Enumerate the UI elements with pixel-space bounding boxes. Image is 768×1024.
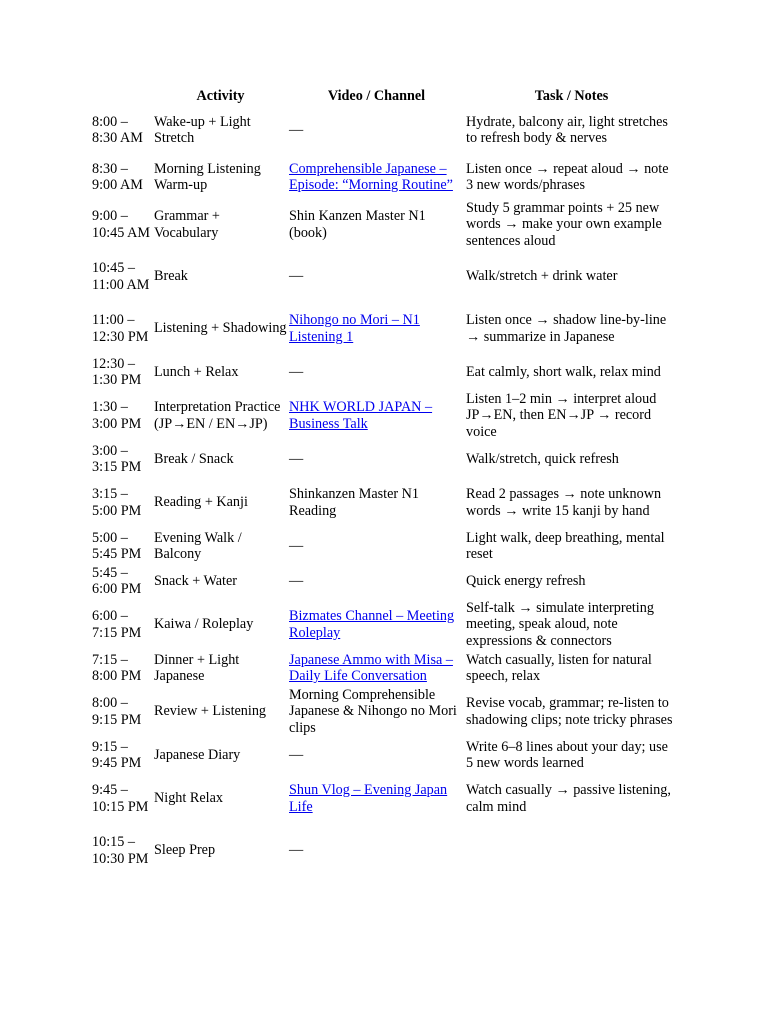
video-cell: — <box>289 572 304 589</box>
task-cell: Listen 1–2 min → interpret aloud JP→EN, then EN→JP → record voice <box>466 390 657 441</box>
video-cell <box>288 651 465 686</box>
activity-cell: Sleep Prep <box>154 842 216 859</box>
video-cell <box>288 156 465 199</box>
task-cell: Eat calmly, short walk, relax mind <box>466 363 661 380</box>
task-cell: Read 2 passages → note unknown words → write 15 kanji by hand <box>466 486 662 519</box>
header-activity: Activity <box>196 88 245 104</box>
task-cell: Walk/stretch, quick refresh <box>466 450 619 467</box>
schedule-rows <box>91 105 678 877</box>
video-cell: — <box>289 842 304 859</box>
time-cell: 9:15 – 9:45 PM <box>92 738 142 772</box>
time-cell: 1:30 – 3:00 PM <box>92 399 142 432</box>
task-cell: Self-talk → simulate interpreting meeting, speak aloud, note expressions & connectors <box>466 599 654 650</box>
time-cell: 8:00 – 9:15 PM <box>92 695 142 728</box>
video-link[interactable]: Japanese Ammo with Misa – Daily Life Conversation <box>289 651 453 685</box>
table-row <box>91 303 678 355</box>
video-cell: — <box>289 537 304 554</box>
video-cell <box>288 390 465 442</box>
task-cell: Light walk, deep breathing, mental reset <box>466 529 665 563</box>
activity-cell: Break / Snack <box>154 450 234 467</box>
task-cell: Write 6–8 lines about your day; use 5 new words learned <box>466 738 668 772</box>
activity-cell: Dinner + Light Japanese <box>154 651 240 685</box>
video-cell: — <box>289 746 304 763</box>
time-cell: 9:45 – 10:15 PM <box>92 782 149 815</box>
activity-cell: Japanese Diary <box>154 746 241 763</box>
time-cell: 11:00 – 12:30 PM <box>92 312 149 345</box>
video-link[interactable]: Nihongo no Mori – N1 Listening 1 <box>289 312 420 345</box>
table-row <box>91 442 678 477</box>
activity-cell: Evening Walk / Balcony <box>154 529 242 563</box>
task-cell: Revise vocab, grammar; re-listen to shadowing clips; note tricky phrases <box>466 695 673 728</box>
video-cell: — <box>289 363 304 380</box>
task-cell: Study 5 grammar points + 25 new words → make your own example sentences aloud <box>466 199 662 250</box>
table-row <box>91 686 678 738</box>
activity-cell: Snack + Water <box>154 572 238 589</box>
table-row <box>91 199 678 251</box>
video-cell: Shinkanzen Master N1 Reading <box>289 486 420 519</box>
video-link[interactable]: Shun Vlog – Evening Japan Life <box>289 782 448 815</box>
activity-cell: Lunch + Relax <box>154 363 239 380</box>
time-cell: 5:00 – 5:45 PM <box>92 529 142 563</box>
video-cell: Shin Kanzen Master N1 (book) <box>289 208 426 241</box>
video-cell: — <box>289 121 304 138</box>
video-cell: — <box>289 268 304 285</box>
task-cell: Hydrate, balcony air, light stretches to refresh body & nerves <box>466 113 668 147</box>
time-cell: 10:45 – 11:00 AM <box>92 260 150 293</box>
task-cell: Watch casually → passive listening, calm mind <box>466 782 671 815</box>
time-cell: 7:15 – 8:00 PM <box>92 651 142 685</box>
time-cell: 9:00 – 10:45 AM <box>92 208 150 241</box>
table-row <box>91 599 678 651</box>
activity-cell: Break <box>154 268 188 285</box>
table-row <box>91 105 678 156</box>
schedule-table <box>91 86 678 877</box>
time-cell: 6:00 – 7:15 PM <box>92 608 142 641</box>
activity-cell: Morning Listening Warm-up <box>154 160 261 194</box>
time-cell: 3:15 – 5:00 PM <box>92 486 142 519</box>
activity-cell: Night Relax <box>154 790 223 807</box>
header-row <box>91 86 678 105</box>
video-cell <box>288 303 465 355</box>
table-row <box>91 529 678 564</box>
activity-cell: Reading + Kanji <box>154 494 248 511</box>
table-row <box>91 251 678 303</box>
table-row <box>91 773 678 825</box>
activity-cell: Kaiwa / Roleplay <box>154 616 254 633</box>
header-video: Video / Channel <box>327 88 426 104</box>
table-row <box>91 156 678 199</box>
activity-cell: Grammar + Vocabulary <box>154 208 220 241</box>
task-cell: Walk/stretch + drink water <box>466 268 618 285</box>
video-cell <box>288 773 465 825</box>
video-link[interactable]: NHK WORLD JAPAN – Business Talk <box>289 399 433 432</box>
table-row <box>91 390 678 442</box>
table-row <box>91 355 678 390</box>
video-cell <box>288 599 465 651</box>
activity-cell: Interpretation Practice (JP→EN / EN→JP) <box>154 399 281 432</box>
task-cell: Quick energy refresh <box>466 572 586 589</box>
time-cell: 12:30 – 1:30 PM <box>92 355 142 389</box>
video-cell: Morning Comprehensible Japanese & Nihongo no Mori clips <box>289 686 457 737</box>
activity-cell: Wake-up + Light Stretch <box>154 113 251 147</box>
task-cell: Listen once → repeat aloud → note 3 new words/phrases <box>466 160 669 194</box>
header-task: Task / Notes <box>534 88 609 104</box>
activity-cell: Review + Listening <box>154 703 267 720</box>
video-link[interactable]: Bizmates Channel – Meeting Roleplay <box>289 608 455 641</box>
video-link[interactable]: Comprehensible Japanese – Episode: “Morning Routine” <box>289 160 453 194</box>
time-cell: 8:00 – 8:30 AM <box>92 113 143 147</box>
time-cell: 8:30 – 9:00 AM <box>92 160 143 194</box>
time-cell: 3:00 – 3:15 PM <box>92 442 142 476</box>
table-row <box>91 651 678 686</box>
video-cell: — <box>289 450 304 467</box>
time-cell: 5:45 – 6:00 PM <box>92 564 142 598</box>
task-cell <box>465 825 678 877</box>
table-row <box>91 738 678 773</box>
table-row <box>91 564 678 599</box>
table-row <box>91 477 678 529</box>
time-cell: 10:15 – 10:30 PM <box>92 834 149 867</box>
task-cell: Listen once → shadow line-by-line → summarize in Japanese <box>466 312 667 345</box>
task-cell: Watch casually, listen for natural speech, relax <box>466 651 652 685</box>
activity-cell: Listening + Shadowing <box>154 320 287 337</box>
table-row <box>91 825 678 877</box>
header-time <box>91 86 153 105</box>
